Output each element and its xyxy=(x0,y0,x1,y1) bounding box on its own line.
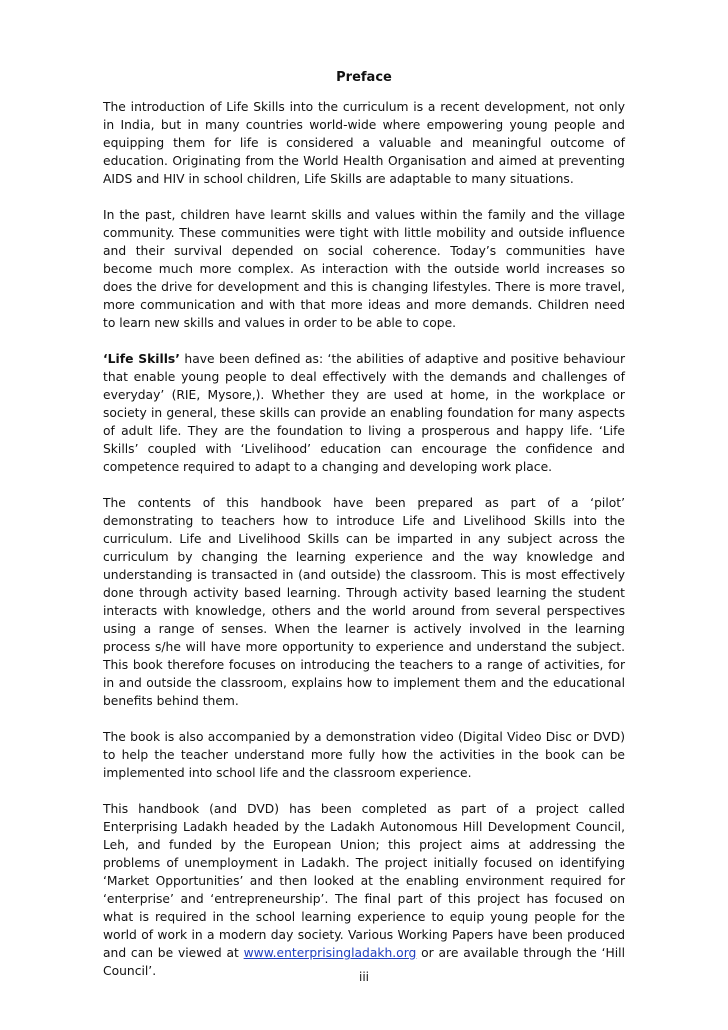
paragraph-project xyxy=(103,800,625,980)
page-title: Preface xyxy=(336,70,392,85)
page-number: iii xyxy=(358,970,369,984)
project-tail-text: or are available through the ‘Hill Council’. xyxy=(103,946,625,978)
paragraph-intro: The introduction of Life Skills into the curriculum is a recent development, not only in India, but in many countries world-wide where empowering young people and equipping them for life is considered a valuable and meaningful outcome of education. Originating from the World Health Organisation and aimed at preventing AIDS and HIV in school children, Life Skills are adaptable to many situations. xyxy=(103,100,625,186)
project-text: This handbook (and DVD) has been completed as part of a project called Enterprising Ladakh headed by the Ladakh Autonomous Hill Development Council, Leh, and funded by the European Union; this project aims at addressing the problems of unemployment in Ladakh. The project initially focused on identifying ‘Market Opportunities’ and then looked at the enabling environment required for ‘enterprise’ and ‘entrepreneurship’. The final part of this project has focused on what is required in the school learning experience to equip young people for the world of work in a modern day society. Various Working Papers have been produced and can be viewed at xyxy=(103,802,625,960)
paragraph-dvd: The book is also accompanied by a demonstration video (Digital Video Disc or DVD) to help the teacher understand more fully how the activities in the book can be implemented into school life and the classroom experience. xyxy=(103,730,625,780)
paragraph-past: In the past, children have learnt skills and values within the family and the village community. These communities were tight with little mobility and outside influence and their survival depended on social coherence. Today’s communities have become much more complex. As interaction with the outside world increases so does the drive for development and this is changing lifestyles. There is more travel, more communication and with that more ideas and more demands. Children need to learn new skills and values in order to be able to cope. xyxy=(103,208,625,330)
paragraph-handbook-contents: The contents of this handbook have been prepared as part of a ‘pilot’ demonstrating to teachers how to introduce Life and Livelihood Skills into the curriculum. Life and Livelihood Skills can be imparted in any subject across the curriculum by changing the learning experience and the way knowledge and understanding is transacted in (and outside) the classroom. This is most effectively done through activity based learning. Through activity based learning the student interacts with knowledge, others and the world around from several perspectives using a range of senses. When the learner is actively involved in the learning process s/he will have more opportunity to experience and understand the subject. This book therefore focuses on introducing the teachers to a range of activities, for in and outside the classroom, explains how to implement them and the educational benefits behind them. xyxy=(103,496,625,708)
definition-text: have been defined as: ‘the abilities of adaptive and positive behaviour that enable young people to deal effectively with the demands and challenges of everyday’ (RIE, Mysore,). Whether they are used at home, in the workplace or society in general, these skills can provide an enabling foundation for many aspects of adult life. They are the foundation to living a prosperous and happy life. ‘Life Skills’ coupled with ‘Livelihood’ education can encourage the confidence and competence required to adapt to a changing and developing work place. xyxy=(103,352,626,474)
website-link[interactable]: www.enterprisingladakh.org xyxy=(243,946,417,960)
life-skills-term: ‘Life Skills’ xyxy=(103,352,180,366)
paragraph-definition xyxy=(103,350,625,476)
document-body xyxy=(103,98,625,998)
